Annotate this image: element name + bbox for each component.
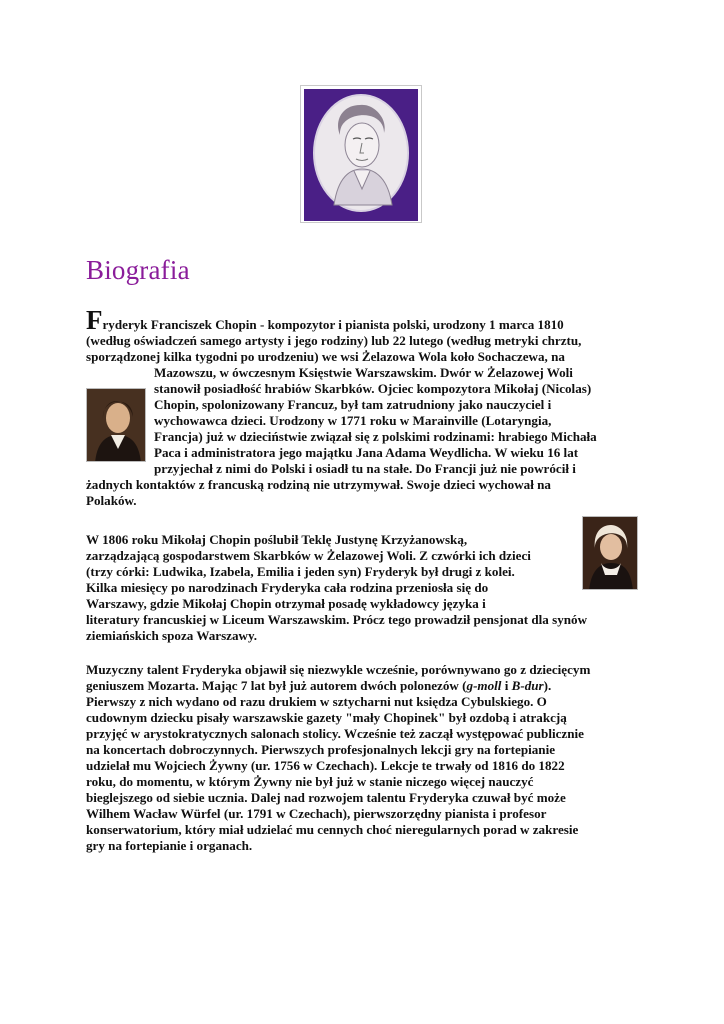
- paragraph-3-line: udzielał mu Wojciech Żywny (ur. 1756 w Czechach). Lekcje te trwały od 1816 do 1822: [86, 758, 565, 773]
- paragraph-2-line: Warszawy, gdzie Mikołaj Chopin otrzymał posadę wykładowcy języka i: [86, 596, 486, 611]
- father-portrait-image: [86, 388, 146, 462]
- paragraph-3-line: konserwatorium, który miał udzielać mu cennych choć nieregularnych porad w zakresie: [86, 822, 579, 837]
- paragraph-1-line: (według oświadczeń samego artysty i jego rodziny) lub 22 lutego (według metryki chrztu,: [86, 333, 582, 348]
- drop-cap: F: [86, 305, 103, 335]
- paragraph-1-line: żadnych kontaktów z francuską rodziną nie utrzymywał. Swoje dzieci wychował na: [86, 477, 551, 492]
- paragraph-2-line: (trzy córki: Ludwika, Izabela, Emilia i jeden syn) Fryderyk był drugi z kolei.: [86, 564, 515, 579]
- paragraph-1: [86, 305, 646, 509]
- paragraph-1-line: Francja) już w dzieciństwie związał się z polskimi rodzinami: hrabiego Michała: [154, 429, 597, 444]
- paragraph-3-line: Muzyczny talent Fryderyka objawił się niezwykle wcześnie, porównywano go z dziecięcym: [86, 662, 591, 677]
- paragraph-1-line: przyjechał z nimi do Polski i osiadł tu na stałe. Do Francji już nie powrócił i: [154, 461, 576, 476]
- paragraph-2-line: zarządzającą gospodarstwem Skarbków w Żelazowej Woli. Z czwórki ich dzieci: [86, 548, 531, 563]
- paragraph-3-line: na koncertach dobroczynnych. Pierwszych profesjonalnych lekcji gry na fortepianie: [86, 742, 556, 757]
- paragraph-2-line: W 1806 roku Mikołaj Chopin poślubił Teklę Justynę Krzyżanowską,: [86, 532, 468, 547]
- paragraph-3-line: Wilhem Wacław Würfel (ur. 1791 w Czechach), pierwszorzędny pianista i profesor: [86, 806, 547, 821]
- paragraph-3-line: roku, do momentu, w którym Żywny nie był już w stanie niczego więcej nauczyć: [86, 774, 534, 789]
- paragraph-2-line: ziemiańskich spoza Warszawy.: [86, 628, 258, 643]
- page-title: Biografia: [86, 255, 190, 285]
- paragraph-3-line: cudownym dziecku pisały warszawskie gazety "mały Chopinek" był ozdobą i atrakcją: [86, 710, 567, 725]
- paragraph-1-line: Chopin, spolonizowany Francuz, był tam zatrudniony jako nauczyciel i: [154, 397, 552, 412]
- paragraph-1-line: Fryderyk Franciszek Chopin - kompozytor i pianista polski, urodzony 1 marca 1810: [86, 305, 564, 335]
- father-portrait-icon: [87, 389, 146, 462]
- paragraph-1-line: sporządzonej kilka tygodni po urodzeniu) we wsi Żelazowa Wola koło Sochaczewa, na: [86, 349, 565, 364]
- paragraph-1-line: wychowawca dzieci. Urodzony w 1771 roku w Marainville (Lotaryngia,: [154, 413, 552, 428]
- mother-portrait-image: [582, 516, 638, 590]
- paragraph-2: [86, 532, 646, 644]
- paragraph-1-line: stanowił posiadłość hrabiów Skarbków. Ojciec kompozytora Mikołaj (Nicolas): [154, 381, 592, 396]
- paragraph-1-line: Mazowszu, w ówczesnym Księstwie Warszawskim. Dwór w Żelazowej Woli: [154, 365, 573, 380]
- paragraph-1-line: Polaków.: [86, 493, 137, 508]
- header-portrait-frame: [300, 85, 422, 223]
- mother-portrait-icon: [583, 517, 638, 590]
- paragraph-3-line: gry na fortepianie i organach.: [86, 838, 253, 853]
- chopin-portrait-drawing-icon: [304, 89, 418, 221]
- paragraph-2-line: literatury francuskiej w Liceum Warszawskim. Prócz tego prowadził pensjonat dla synów: [86, 612, 588, 627]
- paragraph-3-line: bieglejszego od siebie ucznia. Dalej nad rozwojem talentu Fryderyka czuwał być może: [86, 790, 566, 805]
- paragraph-3: [86, 662, 646, 854]
- chopin-portrait-image: [304, 89, 418, 221]
- paragraph-3-line: geniuszem Mozarta. Mając 7 lat był już autorem dwóch polonezów (g-moll i B-dur).: [86, 678, 552, 693]
- paragraph-3-line: Pierwszy z nich wydano od razu drukiem w sztycharni nut księdza Cybulskiego. O: [86, 694, 547, 709]
- paragraph-3-line: przyjęć w arystokratycznych salonach stolicy. Wcześnie też zaczął występować publicznie: [86, 726, 584, 741]
- paragraph-1-line: Paca i administratora jego majątku Jana Adama Weydlicha. W wieku 16 lat: [154, 445, 579, 460]
- paragraph-2-line: Kilka miesięcy po narodzinach Fryderyka cała rodzina przeniosła się do: [86, 580, 489, 595]
